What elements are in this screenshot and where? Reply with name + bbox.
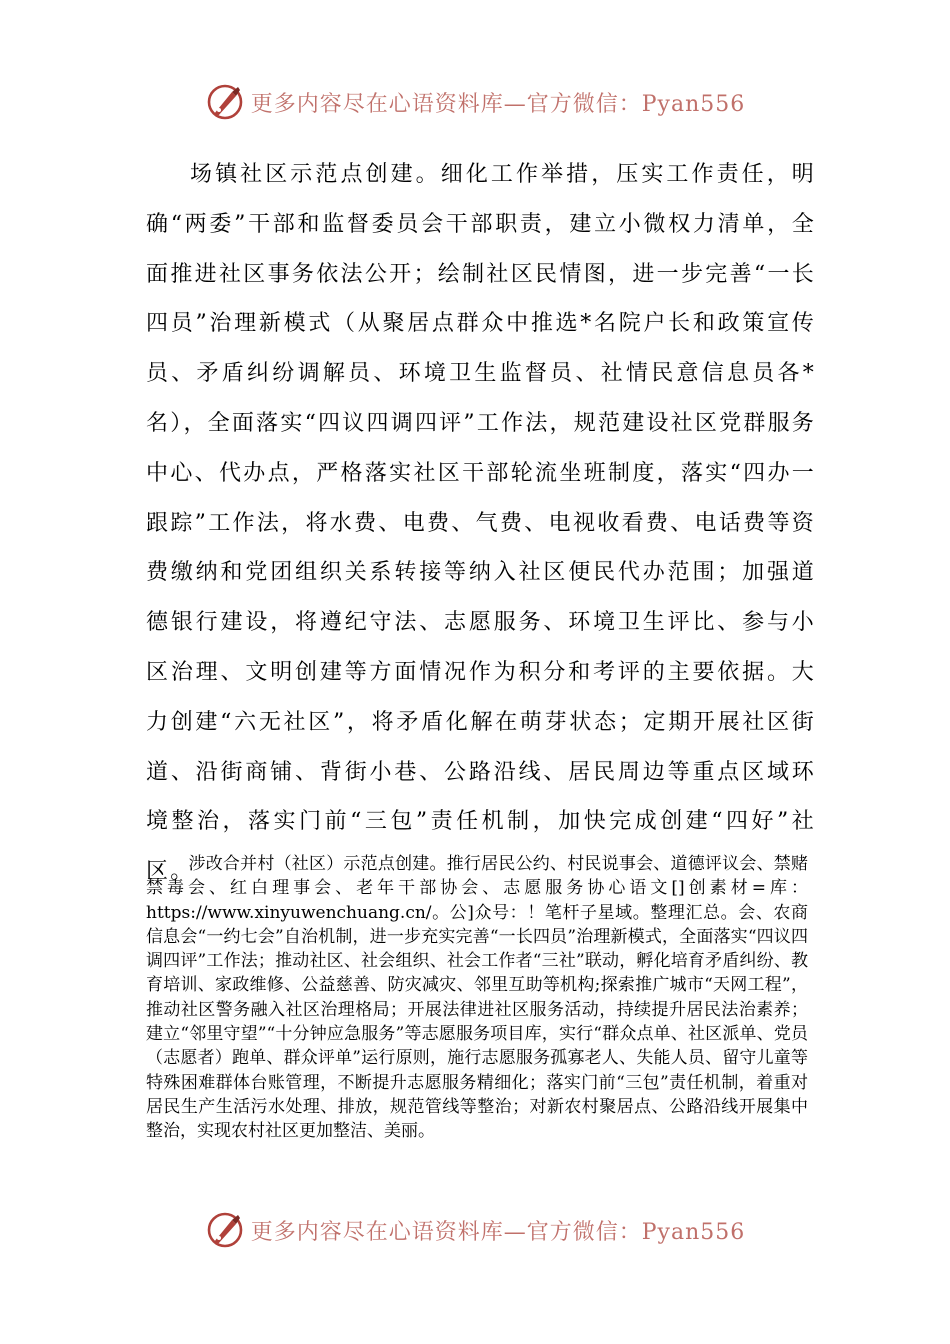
header-banner-text: 更多内容尽在心语资料库—官方微信：Pyan556	[250, 91, 746, 117]
footer-banner-text: 更多内容尽在心语资料库—官方微信：Pyan556	[250, 1219, 746, 1245]
body-paragraph-1: 场镇社区示范点创建。细化工作举措，压实工作责任，明确“两委”干部和监督委员会干部职责，建立小微权力清单，全面推进社区事务依法公开；绘制社区民情图，进一步完善“一长四员”治理新模式（从聚居点群众中推选*名院户长和政策宣传员、矛盾纠纷调解员、环境卫生监督员、社情民意信息员各*名），全面落实“四议四调四评”工作法，规范建设社区党群服务中心、代办点，严格落实社区干部轮流坐班制度，落实“四办一跟踪”工作法，将水费、电费、气费、电视收看费、电话费等资费缴纳和党团组织关系转接等纳入社区便民代办范围；加强道德银行建设，将遵纪守法、志愿服务、环境卫生评比、参与小区治理、文明创建等方面情况作为积分和考评的主要依据。大力创建“六无社区”，将矛盾化解在萌芽状态；定期开展社区街道、沿街商铺、背街小巷、公路沿线、居民周边等重点区域环境整治，落实门前“三包”责任机制，加快完成创建“四好”社区。	[146, 162, 816, 885]
header-banner	[0, 80, 950, 124]
footer-banner	[0, 1208, 950, 1252]
pen-nib-logo-icon	[205, 1210, 245, 1250]
body-paragraph-2: 涉改合并村（社区）示范点创建。推行居民公约、村民说事会、道德评议会、禁赌禁毒会、红白理事会、老年干部协会、志愿服务协心语文[]创素材=库：https://www.xinyuwenchuang.cn/。公]众号：！笔杆子星域。整理汇总。会、农商信息会“一约七会”自治机制，进一步充实完善“一长四员”治理新模式，全面落实“四议四调四评”工作法；推动社区、社会组织、社会工作者“三社”联动，孵化培育矛盾纠纷、教育培训、家政维修、公益慈善、防灾减灾、邻里互助等机构;探索推广城市“天网工程”，推动社区警务融入社区治理格局；开展法律进社区服务活动，持续提升居民法治素养；建立“邻里守望”“十分钟应急服务”等志愿服务项目库，实行“群众点单、社区派单、党员（志愿者）跑单、群众评单”运行原则，施行志愿服务孤寡老人、失能人员、留守儿童等特殊困难群体台账管理，不断提升志愿服务精细化；落实门前“三包”责任机制，着重对居民生产生活污水处理、排放，规范管线等整治；对新农村聚居点、公路沿线开展集中整治，实现农村社区更加整洁、美丽。	[146, 854, 808, 1142]
pen-nib-logo-icon	[205, 82, 245, 122]
